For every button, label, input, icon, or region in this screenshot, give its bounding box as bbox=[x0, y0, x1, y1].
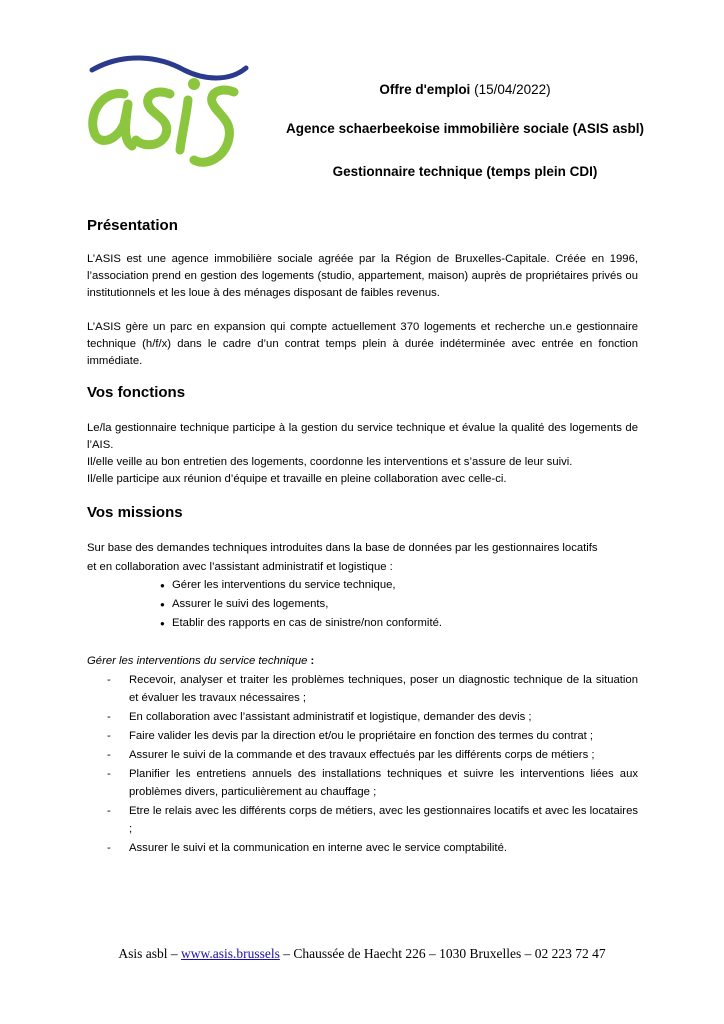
position-title bbox=[255, 164, 675, 179]
list-item bbox=[87, 765, 638, 801]
list-item bbox=[87, 802, 638, 838]
presentation-p1: L’ASIS est une agence immobilière sociale agréée par la Région de Bruxelles-Capitale. Créée en 1996, l’association prend en gestion des logements (studio, appartement, maison) auprès de propriétaires privés ou institutionnels et les loue à des ménages disposant de faibles revenus. bbox=[87, 253, 638, 299]
fonctions-title: Vos fonctions bbox=[87, 384, 186, 401]
missions-bullet-list bbox=[160, 576, 442, 633]
list-item: ● Etablir des rapports en cas de sinistre/non conformité. bbox=[160, 614, 442, 633]
dash-marker: - bbox=[107, 711, 111, 723]
missions-intro-line2: et en collaboration avec l’assistant administratif et logistique : bbox=[87, 561, 393, 573]
missions-intro-line1: Sur base des demandes techniques introduites dans la base de données par les gestionnaires locatifs bbox=[87, 542, 598, 554]
footer-address: – Chaussée de Haecht 226 – 1030 Bruxelles – 02 223 72 47 bbox=[279, 946, 606, 961]
missions-subheading bbox=[87, 653, 638, 670]
agency-name-text: Agence schaerbeekoise immobilière sociale (ASIS asbl) bbox=[286, 121, 644, 136]
list-item: ● Gérer les interventions du service technique, bbox=[160, 576, 442, 595]
footer-prefix: Asis asbl – bbox=[118, 946, 181, 961]
list-item-text: Planifier les entretiens annuels des installations techniques et suivre les interventions liées aux problèmes divers, particulièrement au chauffage ; bbox=[129, 768, 638, 798]
offer-label: Offre d'emploi bbox=[379, 82, 471, 97]
dash-marker: - bbox=[107, 749, 111, 761]
fonctions-p3: Il/elle participe aux réunion d’équipe et travaille en pleine collaboration avec celle-ci. bbox=[87, 473, 507, 485]
dash-marker: - bbox=[107, 674, 111, 686]
dash-marker: - bbox=[107, 730, 111, 742]
list-item bbox=[87, 746, 638, 764]
position-title-text: Gestionnaire technique (temps plein CDI) bbox=[332, 164, 598, 179]
asis-logo bbox=[84, 50, 254, 175]
offer-heading bbox=[255, 82, 675, 97]
fonctions-p1: Le/la gestionnaire technique participe à la gestion du service technique et évalue la qualité des logements de l’AIS. bbox=[87, 422, 638, 451]
presentation-paragraph-1 bbox=[87, 251, 638, 302]
list-item-text: Recevoir, analyser et traiter les problèmes techniques, poser un diagnostic technique de la situation et évaluer les travaux nécessaires ; bbox=[129, 674, 638, 704]
list-item-text: Assurer le suivi et la communication en interne avec le service comptabilité. bbox=[129, 842, 507, 854]
missions-subheading-text: Gérer les interventions du service technique bbox=[87, 655, 308, 667]
list-item bbox=[87, 708, 638, 726]
fonctions-p2: Il/elle veille au bon entretien des logements, coordonne les interventions et s’assure de leur suivi. bbox=[87, 456, 573, 468]
missions-title: Vos missions bbox=[87, 504, 183, 521]
list-item bbox=[87, 671, 638, 707]
missions-dash-list bbox=[87, 671, 638, 858]
list-item-text: Assurer le suivi de la commande et des travaux effectués par les différents corps de métiers ; bbox=[129, 749, 595, 761]
presentation-p2: L’ASIS gère un parc en expansion qui compte actuellement 370 logements et recherche un.e gestionnaire technique (h/f/x) dans le cadre d’un contrat temps plein à durée indéterminée avec entrée en fonction immédiate. bbox=[87, 321, 638, 367]
missions-subheading-colon: : bbox=[307, 655, 315, 667]
list-item-text: En collaboration avec l’assistant administratif et logistique, demander des devis ; bbox=[129, 711, 532, 723]
list-item bbox=[87, 839, 638, 857]
presentation-title: Présentation bbox=[87, 217, 178, 234]
list-item bbox=[87, 727, 638, 745]
dash-marker: - bbox=[107, 842, 111, 854]
fonctions-paragraph bbox=[87, 420, 638, 488]
offer-date: (15/04/2022) bbox=[474, 82, 551, 97]
website-link[interactable]: www.asis.brussels bbox=[180, 946, 280, 961]
missions-intro bbox=[87, 539, 638, 577]
asis-logo-graphic bbox=[84, 50, 254, 175]
list-item: ● Assurer le suivi des logements, bbox=[160, 595, 442, 614]
presentation-paragraph-2 bbox=[87, 319, 638, 370]
list-item-text: Etre le relais avec les différents corps de métiers, avec les gestionnaires locatifs et avec les locataires ; bbox=[129, 805, 638, 835]
dash-marker: - bbox=[107, 805, 111, 817]
dash-marker: - bbox=[107, 768, 111, 780]
agency-name bbox=[255, 121, 675, 136]
list-item-text: Faire valider les devis par la direction et/ou le propriétaire en fonction des termes du contrat ; bbox=[129, 730, 594, 742]
footer bbox=[0, 946, 724, 962]
